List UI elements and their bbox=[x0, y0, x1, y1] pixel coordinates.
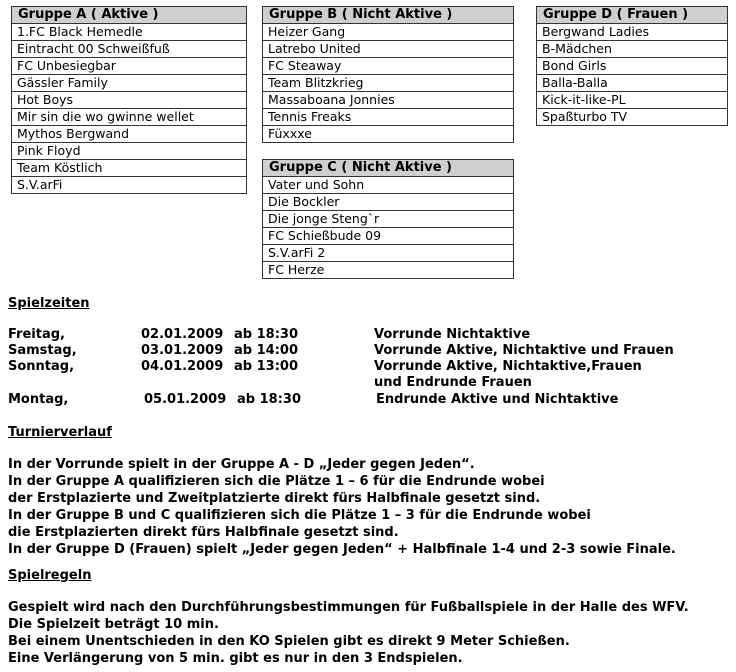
spielregeln-heading: Spielregeln bbox=[8, 568, 92, 583]
spielregeln-line: Eine Verlängerung von 5 min. gibt es nur in den 3 Endspielen. bbox=[8, 651, 463, 666]
turnierverlauf-heading: Turnierverlauf bbox=[8, 425, 112, 440]
schedule-day: Samstag, bbox=[8, 343, 77, 358]
schedule-event-continued: und Endrunde Frauen bbox=[374, 375, 532, 390]
group-b-team: Latrebo United bbox=[263, 41, 514, 58]
group-b-table bbox=[262, 6, 514, 143]
turnierverlauf-text bbox=[8, 456, 676, 558]
group-a-team: Eintracht 00 Schweißfuß bbox=[12, 41, 247, 58]
schedule-day: Freitag, bbox=[8, 327, 65, 342]
group-d-team: Kick-it-like-PL bbox=[537, 92, 728, 109]
group-c-team: Die jonge Steng`r bbox=[263, 211, 514, 228]
turnierverlauf-line: die Erstplazierten direkt fürs Halbfinale gesetzt sind. bbox=[8, 525, 399, 540]
schedule-event: Vorrunde Aktive, Nichtaktive und Frauen bbox=[374, 343, 674, 358]
group-d-team: Balla-Balla bbox=[537, 75, 728, 92]
schedule-date: 05.01.2009 bbox=[144, 392, 227, 407]
group-c-team: FC Herze bbox=[263, 262, 514, 279]
schedule-date: 02.01.2009 bbox=[141, 327, 224, 342]
group-b-team: Füxxxe bbox=[263, 126, 514, 143]
group-b-title: Gruppe B ( Nicht Aktive ) bbox=[263, 7, 514, 24]
schedule-time: ab 14:00 bbox=[234, 343, 298, 358]
schedule-time: ab 18:30 bbox=[237, 392, 301, 407]
group-b-team: Massaboana Jonnies bbox=[263, 92, 514, 109]
turnierverlauf-line: In der Vorrunde spielt in der Gruppe A - D „Jeder gegen Jeden“. bbox=[8, 457, 475, 472]
group-c-table bbox=[262, 159, 514, 279]
schedule-day: Sonntag, bbox=[8, 359, 75, 374]
turnierverlauf-line: In der Gruppe B und C qualifizieren sich die Plätze 1 – 3 für die Endrunde wobei bbox=[8, 508, 591, 523]
group-d-table bbox=[536, 6, 728, 126]
group-b-team: Heizer Gang bbox=[263, 24, 514, 41]
schedule-day: Montag, bbox=[8, 392, 69, 407]
group-b-team: Tennis Freaks bbox=[263, 109, 514, 126]
group-a-team: Mythos Bergwand bbox=[12, 126, 247, 143]
spielregeln-line: Gespielt wird nach den Durchführungsbestimmungen für Fußballspiele in der Halle des WFV. bbox=[8, 600, 689, 615]
group-a-team: Mir sin die wo gwinne wellet bbox=[12, 109, 247, 126]
spielregeln-line: Die Spielzeit beträgt 10 min. bbox=[8, 617, 219, 632]
group-a-team: Pink Floyd bbox=[12, 143, 247, 160]
group-a-team: S.V.arFi bbox=[12, 177, 247, 194]
spielzeiten-heading: Spielzeiten bbox=[8, 296, 90, 311]
group-a-title: Gruppe A ( Aktive ) bbox=[12, 7, 247, 24]
group-c-title: Gruppe C ( Nicht Aktive ) bbox=[263, 160, 514, 177]
schedule-event: Endrunde Aktive und Nichtaktive bbox=[376, 392, 619, 407]
group-d-team: Bond Girls bbox=[537, 58, 728, 75]
group-d-title: Gruppe D ( Frauen ) bbox=[537, 7, 728, 24]
group-c-team: S.V.arFi 2 bbox=[263, 245, 514, 262]
group-a-team: FC Unbesiegbar bbox=[12, 58, 247, 75]
turnierverlauf-line: In der Gruppe D (Frauen) spielt „Jeder gegen Jeden“ + Halbfinale 1-4 und 2-3 sowie Finale. bbox=[8, 542, 676, 557]
spielregeln-line: Bei einem Unentschieden in den KO Spielen gibt es direkt 9 Meter Schießen. bbox=[8, 634, 570, 649]
schedule-date: 04.01.2009 bbox=[141, 359, 224, 374]
group-a-table bbox=[11, 6, 247, 194]
group-c-team: FC Schießbude 09 bbox=[263, 228, 514, 245]
schedule-event: Vorrunde Aktive, Nichtaktive,Frauen bbox=[374, 359, 642, 374]
schedule-time: ab 18:30 bbox=[234, 327, 298, 342]
schedule-event: Vorrunde Nichtaktive bbox=[374, 327, 531, 342]
group-d-team: B-Mädchen bbox=[537, 41, 728, 58]
turnierverlauf-line: In der Gruppe A qualifizieren sich die Plätze 1 – 6 für die Endrunde wobei bbox=[8, 474, 545, 489]
group-a-team: Hot Boys bbox=[12, 92, 247, 109]
group-a-team: 1.FC Black Hemedle bbox=[12, 24, 247, 41]
group-b-team: FC Steaway bbox=[263, 58, 514, 75]
group-d-team: Spaßturbo TV bbox=[537, 109, 728, 126]
group-b-team: Team Blitzkrieg bbox=[263, 75, 514, 92]
spielregeln-text bbox=[8, 599, 689, 667]
group-d-team: Bergwand Ladies bbox=[537, 24, 728, 41]
group-c-team: Vater und Sohn bbox=[263, 177, 514, 194]
group-a-team: Team Köstlich bbox=[12, 160, 247, 177]
turnierverlauf-line: der Erstplazierte und Zweitplatzierte direkt fürs Halbfinale gesetzt sind. bbox=[8, 491, 541, 506]
schedule-date: 03.01.2009 bbox=[141, 343, 224, 358]
group-a-team: Gässler Family bbox=[12, 75, 247, 92]
group-c-team: Die Bockler bbox=[263, 194, 514, 211]
schedule-time: ab 13:00 bbox=[234, 359, 298, 374]
